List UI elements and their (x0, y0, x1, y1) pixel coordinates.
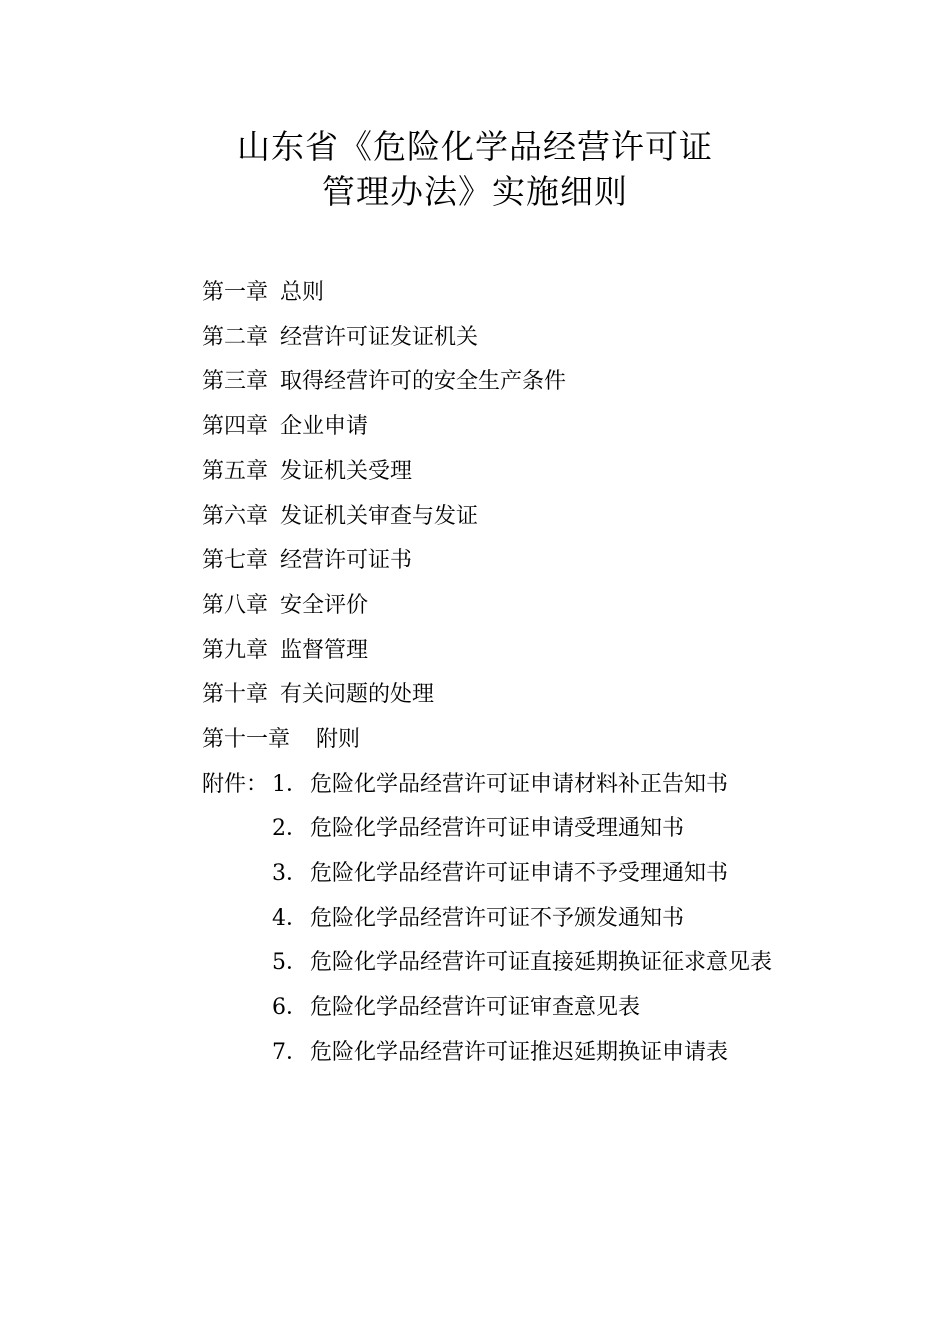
chapter-number: 第四章 (202, 414, 269, 439)
attachment-item (272, 904, 684, 934)
attachment-index: 3． (272, 861, 308, 886)
chapter-number: 第三章 (202, 369, 269, 394)
chapter-name: 经营许可证书 (280, 548, 413, 573)
attachment-item (272, 770, 728, 800)
attachment-item (272, 859, 728, 889)
chapter-name: 有关问题的处理 (280, 682, 435, 707)
chapter-name: 企业申请 (280, 414, 369, 439)
chapter-item (202, 278, 324, 308)
attachment-title: 危险化学品经营许可证直接延期换证征求意见表 (310, 950, 773, 975)
chapter-item (202, 680, 434, 710)
attachment-title: 危险化学品经营许可证推迟延期换证申请表 (310, 1040, 729, 1065)
attachment-title: 危险化学品经营许可证不予颁发通知书 (310, 906, 685, 931)
attachment-item (272, 814, 684, 844)
attachments-label: 附件： (202, 772, 269, 797)
chapter-name: 发证机关审查与发证 (280, 504, 479, 529)
chapter-name: 监督管理 (280, 638, 369, 663)
chapter-number: 第五章 (202, 459, 269, 484)
attachment-index: 5． (272, 950, 308, 975)
document-title-line2: 管理办法》实施细则 (322, 172, 628, 211)
chapter-number: 第十一章 (202, 727, 291, 752)
chapter-name: 总则 (280, 280, 325, 305)
attachment-index: 6． (272, 995, 308, 1020)
chapter-name: 经营许可证发证机关 (280, 325, 479, 350)
chapter-number: 第七章 (202, 548, 269, 573)
document-title-line1: 山东省《危险化学品经营许可证 (237, 127, 713, 166)
attachment-item (272, 948, 772, 978)
attachment-title: 危险化学品经营许可证申请不予受理通知书 (310, 861, 729, 886)
chapter-item (202, 636, 368, 666)
chapter-item (202, 323, 478, 353)
attachment-item (272, 1038, 728, 1068)
chapter-item (202, 367, 566, 397)
chapter-number: 第一章 (202, 280, 269, 305)
chapter-number: 第六章 (202, 504, 269, 529)
chapter-item (202, 412, 368, 442)
chapter-number: 第十章 (202, 682, 269, 707)
attachment-title: 危险化学品经营许可证申请材料补正告知书 (310, 772, 729, 797)
chapter-item (202, 502, 478, 532)
attachment-title: 危险化学品经营许可证审查意见表 (310, 995, 641, 1020)
chapter-number: 第九章 (202, 638, 269, 663)
chapter-name: 安全评价 (280, 593, 369, 618)
chapter-item (202, 457, 412, 487)
chapter-item (202, 591, 368, 621)
chapter-number: 第八章 (202, 593, 269, 618)
chapter-name: 发证机关受理 (280, 459, 413, 484)
attachment-title: 危险化学品经营许可证申请受理通知书 (310, 816, 685, 841)
attachment-index: 1． (272, 772, 308, 797)
attachment-index: 2． (272, 816, 308, 841)
chapter-item (202, 546, 412, 576)
attachment-index: 4． (272, 906, 308, 931)
chapter-name: 附则 (316, 727, 361, 752)
attachment-index: 7． (272, 1040, 308, 1065)
chapter-number: 第二章 (202, 325, 269, 350)
attachment-item (272, 993, 640, 1023)
chapter-item (202, 725, 360, 755)
chapter-name: 取得经营许可的安全生产条件 (280, 369, 567, 394)
